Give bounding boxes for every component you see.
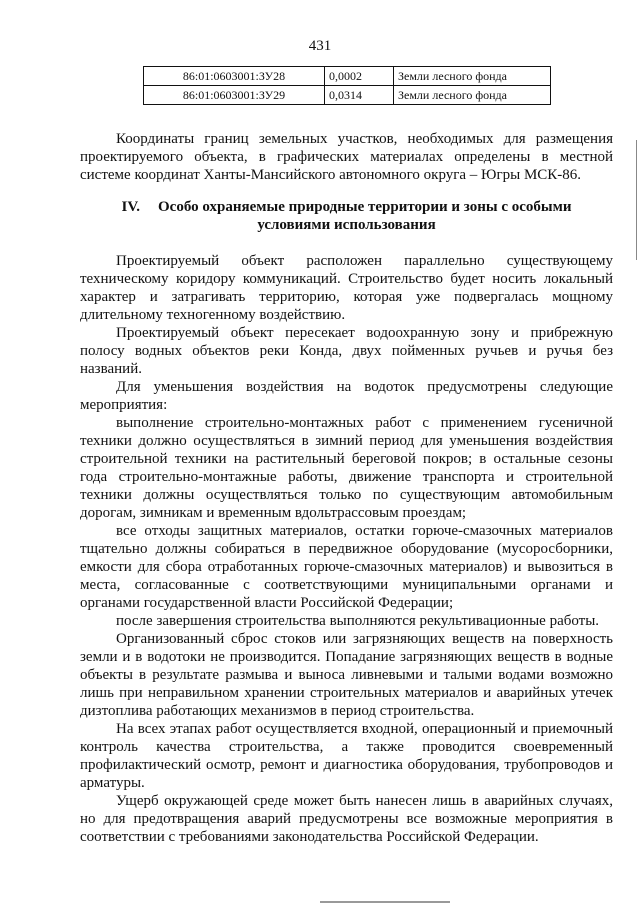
section-number: IV.	[121, 199, 141, 215]
paragraph: Проектируемый объект пересекает водоохранную зону и прибрежную полосу водных объектов реки Конда, двух пойменных ручьев и ручья без названий.	[80, 325, 613, 377]
page-number: 431	[308, 38, 332, 54]
section-body	[80, 252, 613, 846]
paragraph: Для уменьшения воздействия на водоток предусмотрены следующие мероприятия:	[80, 379, 613, 413]
area-cell: 0,0002	[325, 67, 394, 86]
paragraph: На всех этапах работ осуществляется входной, операционный и приемочный контроль качества строительства, а также проводится своевременный профилактический осмотр, ремонт и диагностика оборудования, трубопроводов и арматуры.	[80, 721, 613, 791]
land-category-cell: Земли лесного фонда	[394, 86, 551, 105]
paragraph: выполнение строительно-монтажных работ с применением гусеничной техники должно осуществляться в зимний период для уменьшения воздействия строительной техники на растительный береговой покров; в остальные сезоны года строительно-монтажные работы, движение транспорта и строительной техники должны осуществляться только по существующим автомобильным дорогам, зимникам и временным вдольтрассовым проездам;	[80, 415, 613, 521]
section-title-line2: условиями использования	[257, 217, 436, 233]
coordinates-paragraph: Координаты границ земельных участков, необходимых для размещения проектируемого объекта, в графических материалах определены в местной системе координат Ханты-Мансийского автономного округа – Югры МСК-86.	[80, 131, 613, 183]
area-cell: 0,0314	[325, 86, 394, 105]
paragraph: все отходы защитных материалов, остатки горюче-смазочных материалов тщательно должны собираться в передвижное оборудование (мусоросборники, емкости для сбора отработанных горюче-смазочных материалов) и вывозиться в места, согласованные с соответствующими муниципальными органами и органами государственной власти Российской Федерации;	[80, 523, 613, 611]
paragraph: после завершения строительства выполняются рекультивационные работы.	[116, 613, 600, 629]
scan-bottom-mark	[320, 901, 450, 903]
paragraph: Проектируемый объект расположен параллельно существующему техническому коридору коммуникаций. Строительство будет носить локальный характер и затрагивать территорию, которая уже подвергалась мощному длительному техногенному воздействию.	[80, 253, 613, 323]
land-category-cell: Земли лесного фонда	[394, 67, 551, 86]
cadastral-number-cell: 86:01:0603001:ЗУ28	[144, 67, 325, 86]
table-row	[144, 86, 551, 105]
section-title-line1: Особо охраняемые природные территории и зоны с особыми	[158, 199, 572, 215]
table-row	[144, 67, 551, 86]
section-heading	[80, 198, 613, 234]
paragraph: Ущерб окружающей среде может быть нанесен лишь в аварийных случаях, но для предотвращения аварий предусмотрены все возможные мероприятия в соответствии с требованиями законодательства Российской Федерации.	[80, 793, 613, 845]
cadastral-number-cell: 86:01:0603001:ЗУ29	[144, 86, 325, 105]
scan-edge-line	[636, 140, 637, 260]
coordinates-paragraph-block	[80, 130, 613, 184]
paragraph: Организованный сброс стоков или загрязняющих веществ на поверхность земли и в водотоки не производится. Попадание загрязняющих веществ в водные объекты в результате размыва и выноса ливневыми и талыми водами возможно лишь при неправильном хранении строительных материалов и аварийных утечек дизтоплива работающих механизмов в период строительства.	[80, 631, 613, 719]
land-parcels-table	[143, 66, 551, 105]
